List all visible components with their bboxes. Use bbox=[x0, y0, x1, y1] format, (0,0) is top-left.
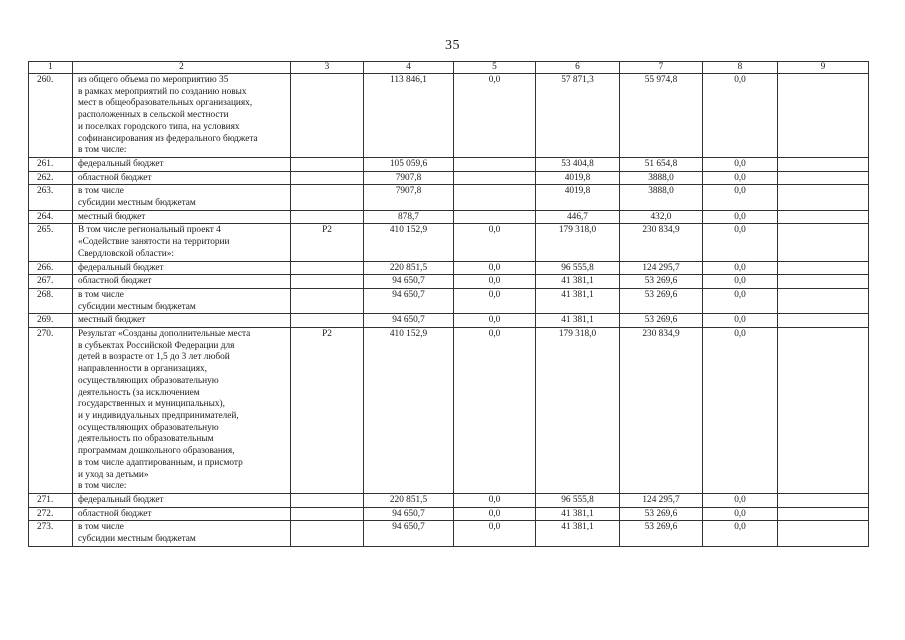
row-number-cell: 264. bbox=[29, 210, 73, 224]
code-cell bbox=[291, 521, 364, 546]
column-4-cell: 94 650,7 bbox=[364, 288, 454, 313]
description-line: В том числе региональный проект 4 bbox=[78, 225, 221, 236]
code-cell bbox=[291, 314, 364, 328]
code-cell bbox=[291, 185, 364, 210]
column-7-cell: 53 269,6 bbox=[620, 314, 703, 328]
column-5-cell: 0,0 bbox=[454, 261, 536, 275]
code-cell bbox=[291, 210, 364, 224]
column-9-cell bbox=[778, 171, 869, 185]
description-line: областной бюджет bbox=[78, 172, 152, 183]
description-line: местный бюджет bbox=[78, 211, 146, 222]
description-line: в том числе: bbox=[78, 481, 127, 492]
description-line: федеральный бюджет bbox=[78, 262, 164, 273]
column-7-cell: 124 295,7 bbox=[620, 493, 703, 507]
description-line: Свердловской области»: bbox=[78, 248, 174, 259]
description-line: федеральный бюджет bbox=[78, 158, 164, 169]
description-line: и уход за детьми» bbox=[78, 469, 149, 480]
description-cell bbox=[73, 493, 291, 507]
column-9-cell bbox=[778, 261, 869, 275]
description-line: в том числе: bbox=[78, 145, 127, 156]
description-line: осуществляющих образовательную bbox=[78, 422, 219, 433]
column-7-cell: 53 269,6 bbox=[620, 521, 703, 546]
column-8-cell: 0,0 bbox=[703, 157, 778, 171]
description-cell bbox=[73, 185, 291, 210]
description-line: деятельность (за исключением bbox=[78, 387, 200, 398]
column-8-cell: 0,0 bbox=[703, 74, 778, 158]
column-9-cell bbox=[778, 74, 869, 158]
column-5-cell bbox=[454, 171, 536, 185]
row-number-cell: 267. bbox=[29, 275, 73, 289]
row-number-cell: 270. bbox=[29, 328, 73, 494]
table-row bbox=[29, 521, 869, 546]
column-8-cell: 0,0 bbox=[703, 507, 778, 521]
description-line: Результат «Созданы дополнительные места bbox=[78, 329, 251, 340]
description-line: программам дошкольного образования, bbox=[78, 446, 235, 457]
column-5-cell: 0,0 bbox=[454, 224, 536, 261]
column-header: 4 bbox=[364, 62, 454, 74]
column-5-cell: 0,0 bbox=[454, 493, 536, 507]
column-4-cell: 7907,8 bbox=[364, 185, 454, 210]
table-row bbox=[29, 157, 869, 171]
code-cell bbox=[291, 493, 364, 507]
column-8-cell: 0,0 bbox=[703, 210, 778, 224]
table-row bbox=[29, 261, 869, 275]
description-line: в субъектах Российской Федерации для bbox=[78, 340, 235, 351]
column-6-cell: 446,7 bbox=[536, 210, 620, 224]
column-7-cell: 230 834,9 bbox=[620, 224, 703, 261]
column-4-cell: 94 650,7 bbox=[364, 507, 454, 521]
column-8-cell: 0,0 bbox=[703, 185, 778, 210]
code-cell: P2 bbox=[291, 224, 364, 261]
column-9-cell bbox=[778, 185, 869, 210]
budget-table bbox=[28, 61, 869, 547]
description-cell bbox=[73, 157, 291, 171]
column-header: 5 bbox=[454, 62, 536, 74]
table-row bbox=[29, 275, 869, 289]
column-4-cell: 113 846,1 bbox=[364, 74, 454, 158]
description-cell bbox=[73, 171, 291, 185]
column-4-cell: 94 650,7 bbox=[364, 314, 454, 328]
column-9-cell bbox=[778, 328, 869, 494]
column-4-cell: 105 059,6 bbox=[364, 157, 454, 171]
column-header: 7 bbox=[620, 62, 703, 74]
column-7-cell: 53 269,6 bbox=[620, 507, 703, 521]
column-5-cell: 0,0 bbox=[454, 507, 536, 521]
table-row bbox=[29, 507, 869, 521]
column-7-cell: 432,0 bbox=[620, 210, 703, 224]
column-7-cell: 53 269,6 bbox=[620, 288, 703, 313]
column-6-cell: 41 381,1 bbox=[536, 314, 620, 328]
column-6-cell: 179 318,0 bbox=[536, 224, 620, 261]
description-line: направленности в организациях, bbox=[78, 364, 207, 375]
column-6-cell: 41 381,1 bbox=[536, 275, 620, 289]
table-row bbox=[29, 493, 869, 507]
description-line: из общего объема по мероприятию 35 bbox=[78, 75, 229, 85]
description-line: федеральный бюджет bbox=[78, 494, 164, 505]
column-6-cell: 96 555,8 bbox=[536, 261, 620, 275]
description-line: мест в общеобразовательных организациях, bbox=[78, 98, 253, 109]
code-cell bbox=[291, 261, 364, 275]
column-8-cell: 0,0 bbox=[703, 521, 778, 546]
column-4-cell: 94 650,7 bbox=[364, 275, 454, 289]
column-7-cell: 124 295,7 bbox=[620, 261, 703, 275]
description-cell bbox=[73, 74, 291, 158]
column-9-cell bbox=[778, 507, 869, 521]
column-4-cell: 220 851,5 bbox=[364, 261, 454, 275]
column-9-cell bbox=[778, 224, 869, 261]
description-line: государственных и муниципальных), bbox=[78, 399, 225, 410]
description-line: в рамках мероприятий по созданию новых bbox=[78, 86, 247, 97]
description-line: субсидии местным бюджетам bbox=[78, 534, 196, 545]
column-7-cell: 3888,0 bbox=[620, 185, 703, 210]
description-line: софинансирования из федерального бюджета bbox=[78, 133, 258, 144]
column-4-cell: 220 851,5 bbox=[364, 493, 454, 507]
row-number-cell: 271. bbox=[29, 493, 73, 507]
column-9-cell bbox=[778, 521, 869, 546]
table-row bbox=[29, 224, 869, 261]
column-9-cell bbox=[778, 314, 869, 328]
description-line: деятельность по образовательным bbox=[78, 434, 214, 445]
column-4-cell: 94 650,7 bbox=[364, 521, 454, 546]
description-line: субсидии местным бюджетам bbox=[78, 198, 196, 209]
column-6-cell: 41 381,1 bbox=[536, 507, 620, 521]
column-8-cell: 0,0 bbox=[703, 493, 778, 507]
table-row bbox=[29, 328, 869, 494]
description-line: в том числе bbox=[78, 186, 124, 197]
code-cell bbox=[291, 74, 364, 158]
description-line: «Содействие занятости на территории bbox=[78, 237, 230, 248]
table-row bbox=[29, 185, 869, 210]
description-line: и у индивидуальных предпринимателей, bbox=[78, 410, 239, 421]
column-8-cell: 0,0 bbox=[703, 328, 778, 494]
description-cell bbox=[73, 314, 291, 328]
table-row bbox=[29, 314, 869, 328]
column-6-cell: 4019,8 bbox=[536, 185, 620, 210]
column-9-cell bbox=[778, 157, 869, 171]
column-8-cell: 0,0 bbox=[703, 314, 778, 328]
column-8-cell: 0,0 bbox=[703, 224, 778, 261]
table-row bbox=[29, 74, 869, 158]
description-line: местный бюджет bbox=[78, 315, 146, 326]
row-number-cell: 261. bbox=[29, 157, 73, 171]
column-header: 8 bbox=[703, 62, 778, 74]
description-cell bbox=[73, 521, 291, 546]
description-cell bbox=[73, 275, 291, 289]
column-7-cell: 230 834,9 bbox=[620, 328, 703, 494]
description-line: расположенных в сельской местности bbox=[78, 110, 229, 121]
column-7-cell: 55 974,8 bbox=[620, 74, 703, 158]
column-8-cell: 0,0 bbox=[703, 171, 778, 185]
column-8-cell: 0,0 bbox=[703, 275, 778, 289]
column-4-cell: 410 152,9 bbox=[364, 224, 454, 261]
description-cell bbox=[73, 210, 291, 224]
code-cell: P2 bbox=[291, 328, 364, 494]
column-header: 1 bbox=[29, 62, 73, 74]
column-7-cell: 3888,0 bbox=[620, 171, 703, 185]
column-5-cell: 0,0 bbox=[454, 314, 536, 328]
column-6-cell: 41 381,1 bbox=[536, 521, 620, 546]
description-line: областной бюджет bbox=[78, 276, 152, 287]
column-header: 6 bbox=[536, 62, 620, 74]
code-cell bbox=[291, 157, 364, 171]
column-9-cell bbox=[778, 288, 869, 313]
table-row bbox=[29, 210, 869, 224]
description-cell bbox=[73, 288, 291, 313]
row-number-cell: 262. bbox=[29, 171, 73, 185]
code-cell bbox=[291, 507, 364, 521]
column-6-cell: 41 381,1 bbox=[536, 288, 620, 313]
column-4-cell: 7907,8 bbox=[364, 171, 454, 185]
description-cell bbox=[73, 224, 291, 261]
page-number: 35 bbox=[445, 38, 460, 53]
row-number-cell: 268. bbox=[29, 288, 73, 313]
row-number-cell: 260. bbox=[29, 74, 73, 158]
column-9-cell bbox=[778, 210, 869, 224]
description-line: детей в возрасте от 1,5 до 3 лет любой bbox=[78, 352, 230, 363]
row-number-cell: 273. bbox=[29, 521, 73, 546]
code-cell bbox=[291, 288, 364, 313]
column-8-cell: 0,0 bbox=[703, 261, 778, 275]
code-cell bbox=[291, 171, 364, 185]
code-cell bbox=[291, 275, 364, 289]
description-line: субсидии местным бюджетам bbox=[78, 301, 196, 312]
column-5-cell: 0,0 bbox=[454, 288, 536, 313]
description-line: в том числе bbox=[78, 522, 124, 533]
description-line: в том числе bbox=[78, 289, 124, 300]
column-6-cell: 4019,8 bbox=[536, 171, 620, 185]
description-line: в том числе адаптированным, и присмотр bbox=[78, 457, 243, 468]
description-cell bbox=[73, 507, 291, 521]
column-6-cell: 179 318,0 bbox=[536, 328, 620, 494]
column-5-cell: 0,0 bbox=[454, 74, 536, 158]
table-row bbox=[29, 288, 869, 313]
column-4-cell: 410 152,9 bbox=[364, 328, 454, 494]
row-number-cell: 265. bbox=[29, 224, 73, 261]
column-5-cell: 0,0 bbox=[454, 328, 536, 494]
row-number-cell: 272. bbox=[29, 507, 73, 521]
column-header: 3 bbox=[291, 62, 364, 74]
row-number-cell: 263. bbox=[29, 185, 73, 210]
table-row bbox=[29, 171, 869, 185]
column-5-cell bbox=[454, 210, 536, 224]
column-9-cell bbox=[778, 275, 869, 289]
column-5-cell bbox=[454, 157, 536, 171]
description-cell bbox=[73, 261, 291, 275]
column-5-cell: 0,0 bbox=[454, 275, 536, 289]
column-6-cell: 53 404,8 bbox=[536, 157, 620, 171]
column-7-cell: 53 269,6 bbox=[620, 275, 703, 289]
column-5-cell bbox=[454, 185, 536, 210]
column-5-cell: 0,0 bbox=[454, 521, 536, 546]
column-4-cell: 878,7 bbox=[364, 210, 454, 224]
column-7-cell: 51 654,8 bbox=[620, 157, 703, 171]
column-6-cell: 96 555,8 bbox=[536, 493, 620, 507]
description-line: областной бюджет bbox=[78, 508, 152, 519]
table-header-row bbox=[29, 62, 869, 74]
row-number-cell: 266. bbox=[29, 261, 73, 275]
column-8-cell: 0,0 bbox=[703, 288, 778, 313]
description-line: осуществляющих образовательную bbox=[78, 375, 219, 386]
row-number-cell: 269. bbox=[29, 314, 73, 328]
column-6-cell: 57 871,3 bbox=[536, 74, 620, 158]
description-line: и поселках городского типа, на условиях bbox=[78, 121, 240, 132]
column-header: 2 bbox=[73, 62, 291, 74]
column-9-cell bbox=[778, 493, 869, 507]
description-cell bbox=[73, 328, 291, 494]
column-header: 9 bbox=[778, 62, 869, 74]
